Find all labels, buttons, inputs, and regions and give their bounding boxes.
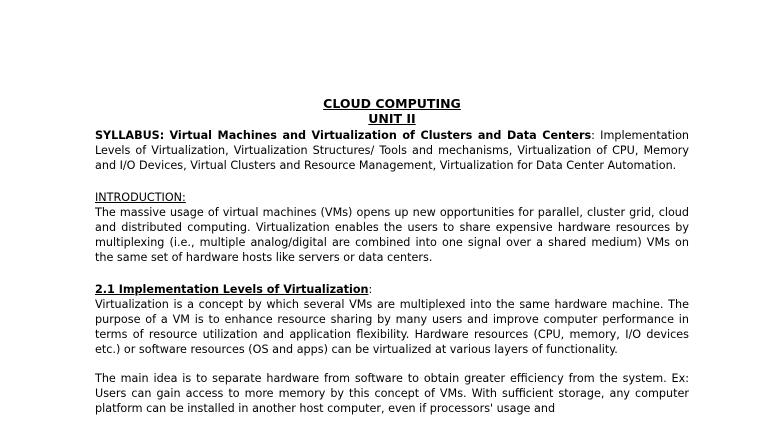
section-heading-2-1 <box>95 282 689 297</box>
document-title: CLOUD COMPUTING <box>323 96 461 111</box>
syllabus-heading-colon: : <box>591 129 595 142</box>
document-content <box>95 96 689 416</box>
syllabus-paragraph <box>95 128 689 174</box>
introduction-heading: INTRODUCTION: <box>95 190 186 204</box>
spacer <box>95 174 689 190</box>
spacer <box>95 266 689 282</box>
section-heading-2-1-text: 2.1 Implementation Levels of Virtualization <box>95 282 369 296</box>
introduction-text: The massive usage of virtual machines (VMs) opens up new opportunities for parallel, cluster grid, cloud and distributed computing. Virtualization enables the users to share expensive hardware resources by multiplexing (i.e., multiple analog/digital are combined into one signal over a shared medium) VMs on the same set of hardware hosts like servers or data centers. <box>95 205 689 265</box>
spacer <box>95 358 689 371</box>
section-2-1-paragraph-1: Virtualization is a concept by which several VMs are multiplexed into the same hardware machine. The purpose of a VM is to enhance resource sharing by many users and improve computer performance in terms of resource utilization and application flexibility. Hardware resources (CPU, memory, I/O devices etc.) or software resources (OS and apps) can be virtualized at various layers of functionality. <box>95 297 689 357</box>
unit-title: UNIT II <box>368 111 416 126</box>
section-heading-2-1-colon: : <box>368 282 373 296</box>
syllabus-heading: Virtual Machines and Virtualization of Clusters and Data Centers <box>169 129 592 142</box>
syllabus-label: SYLLABUS: <box>95 129 165 142</box>
syllabus-text: Implementation Levels of Virtualization, Virtualization Structures/ Tools and mechanisms, Virtualization of CPU, Memory and I/O Devices, Virtual Clusters and Resource Management, Virtualization for Data Center Automation. <box>95 129 690 173</box>
section-2-1-paragraph-2: The main idea is to separate hardware from software to obtain greater efficiency from the system. Ex: Users can gain access to more memory by this concept of VMs. With sufficient storage, any computer platform can be installed in another host computer, even if processors' usage and <box>95 371 689 416</box>
